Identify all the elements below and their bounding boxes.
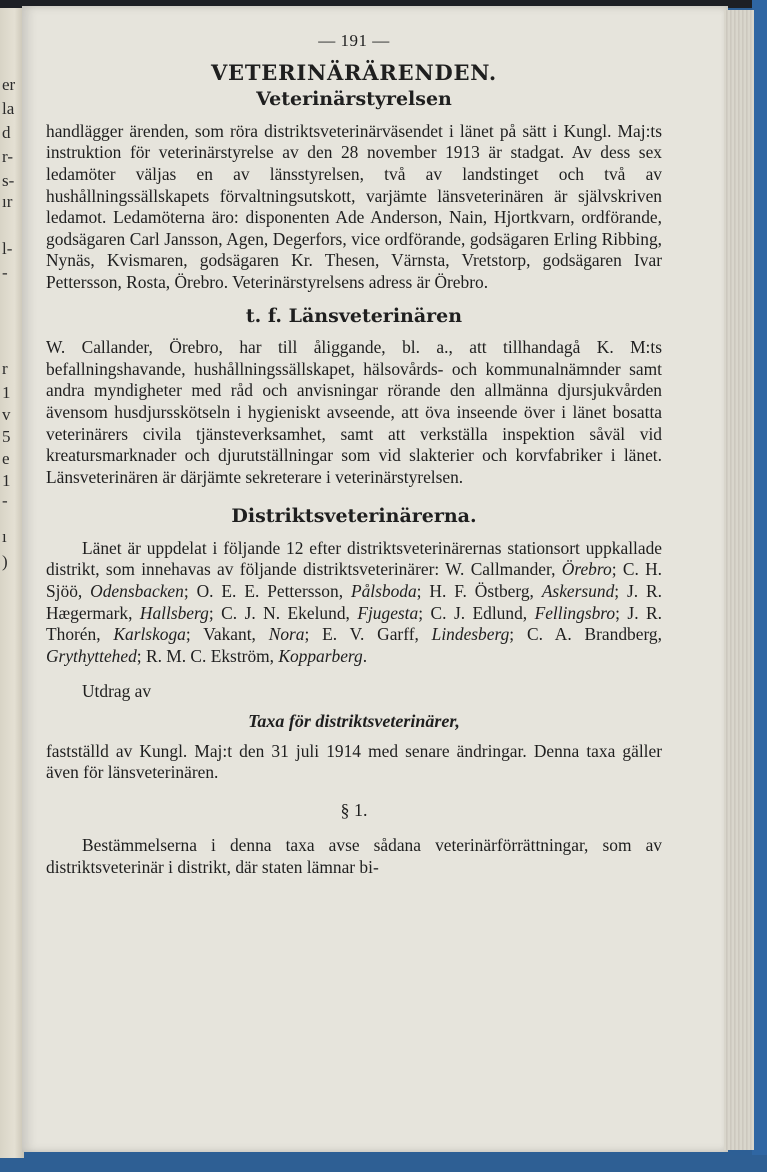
left-page-fragment: 1: [2, 383, 11, 402]
district-vet-name: J. R. Hægermark,: [46, 581, 662, 623]
district-vets-heading: Distriktsveterinärerna.: [231, 505, 477, 528]
district-place: Lindesberg: [431, 624, 510, 645]
district-vet-name: E. V. Garff,: [322, 624, 432, 645]
previous-page-edge: [0, 8, 24, 1158]
page-stack-edges: [724, 10, 754, 1150]
district-place: Pålsboda: [350, 581, 417, 602]
board-paragraph: handlägger ärenden, som röra distriktsveterinärväsendet i länet på sätt i Kungl. Maj:ts instruktion för veterinärstyrelse av den 28 november 1913 är stadgat. Av dess sex ledamöter väljas en av länsstyrelsen, två av landstinget och två av hushållningssällskapets förvaltningsutskott, varjämte länsveterinären är självskriven ledamot. Ledamöterna äro: disponenten Ade Anderson, Nain, Hjortkvarn, ordförande, godsägaren Carl Jansson, Agen, Degerfors, vice ordförande, godsägaren Erling Ribbing, Nynäs, Kvismaren, godsägaren Kr. Thesen, Värnsta, Vretstorp, godsägaren Ivar Pettersson, Rosta, Örebro. Veterinärstyrelsens adress är Örebro.: [46, 120, 662, 292]
district-place: Fellingsbro: [534, 602, 616, 623]
district-vet-name: O. E. E. Pettersson,: [196, 581, 351, 602]
left-page-fragment: 5: [2, 427, 11, 446]
board-heading: Veterinärstyrelsen: [256, 88, 452, 111]
district-place: Kopparberg: [278, 645, 363, 666]
left-page-fragment: ı: [2, 527, 7, 546]
district-vet-name: H. F. Östberg,: [429, 581, 542, 602]
district-vet-name: C. A. Brandberg,: [526, 624, 662, 645]
county-vet-heading: t. f. Länsveterinären: [245, 304, 463, 327]
district-place: Karlskoga: [113, 624, 186, 645]
page-content: [46, 30, 662, 879]
left-page-fragment: -: [2, 491, 8, 510]
main-title: VETERINÄRÄRENDEN.: [210, 59, 498, 85]
county-vet-paragraph: W. Callander, Örebro, har till åliggande, bl. a., att tillhandagå K. M:ts befallningshavande, hushållningssällskapet, hälsovårds- och kommunalnämnder samt andra myndigheter med råd och anvisningar rörande den allmänna djursjukvården ävensom husdjursskötseln i hygieniskt avseende, att öva inseende över i länet bosatta veterinärers civila tjänsteverksamhet, samt att verkställa inspektion såväl vid kreatursmarknader och djurutställningar som vid slakterier och korvfabriker i länet. Länsveterinären är därjämte sekreterare i veterinärstyrelsen.: [46, 337, 662, 487]
left-page-fragment: r: [2, 359, 8, 378]
left-page-fragment: ): [2, 552, 8, 571]
district-place: Nora: [268, 624, 305, 645]
district-place: Hallsberg: [139, 602, 209, 623]
district-vet-name: C. J. Edlund,: [430, 602, 535, 623]
blue-background-bottom: [0, 1155, 767, 1172]
district-place: Örebro: [561, 559, 612, 580]
district-vet-name: Vakant,: [203, 624, 269, 645]
excerpt-lead: Utdrag av: [82, 681, 152, 702]
blue-background: [752, 0, 767, 1172]
district-place: Askersund: [541, 581, 615, 602]
left-page-fragment: ır: [2, 192, 13, 211]
left-page-fragment: s-: [2, 171, 15, 190]
district-vets-paragraph: Länet är uppdelat i följande 12 efter distriktsveterinärernas stationsort uppkallade distrikt, som innehavas av följande distriktsveterinärer: W. Callmander, Örebro; C. H. Sjöö, Odensbacken; O. E. E. Pettersson, Pålsboda; H. F. Östberg, Askersund; J. R. Hægermark, Hallsberg; C. J. N. Ekelund, Fjugesta; C. J. Edlund, Fellingsbro; J. R. Thorén, Karlskoga; Vakant, Nora; E. V. Garff, Lindesberg; C. A. Brandberg, Grythyttehed; R. M. C. Ekström, Kopparberg.: [46, 537, 662, 666]
district-place: Grythyttehed: [46, 645, 137, 666]
section-mark: § 1.: [340, 799, 368, 820]
district-intro: Länet är uppdelat i följande 12 efter distriktsveterinärernas stationsort uppkallade distrikt, som innehavas av följande distriktsveterinärer: W. Callmander,: [46, 537, 662, 580]
district-place: Odensbacken: [90, 581, 184, 602]
district-vet-name: J. R. Thorén,: [46, 602, 662, 645]
taxa-title: Taxa för distriktsveterinärer,: [248, 711, 460, 732]
district-vet-name: C. J. N. Ekelund,: [221, 602, 358, 623]
section-paragraph: Bestämmelserna i denna taxa avse sådana veterinärförrättningar, som av distriktsveterinär i distrikt, där staten lämnar bi-: [46, 835, 662, 877]
left-page-fragment: 1: [2, 471, 11, 490]
left-page-fragment: -: [2, 263, 8, 282]
left-page-fragment: d: [2, 123, 11, 142]
left-page-fragment: r-: [2, 147, 13, 166]
left-page-fragment: er: [2, 75, 16, 94]
district-place: Fjugesta: [357, 602, 419, 623]
left-page-fragment: la: [2, 99, 15, 118]
left-page-fragment: l-: [2, 239, 13, 258]
left-page-fragment: e: [2, 449, 10, 468]
district-vet-name: C. H. Sjöö,: [46, 559, 662, 602]
taxa-paragraph: fastställd av Kungl. Maj:t den 31 juli 1914 med senare ändringar. Denna taxa gäller även för länsveterinären.: [46, 740, 662, 783]
left-page-fragment: v: [2, 405, 11, 424]
district-vet-name: R. M. C. Ekström,: [145, 645, 279, 666]
page-number: — 191 —: [318, 31, 390, 50]
